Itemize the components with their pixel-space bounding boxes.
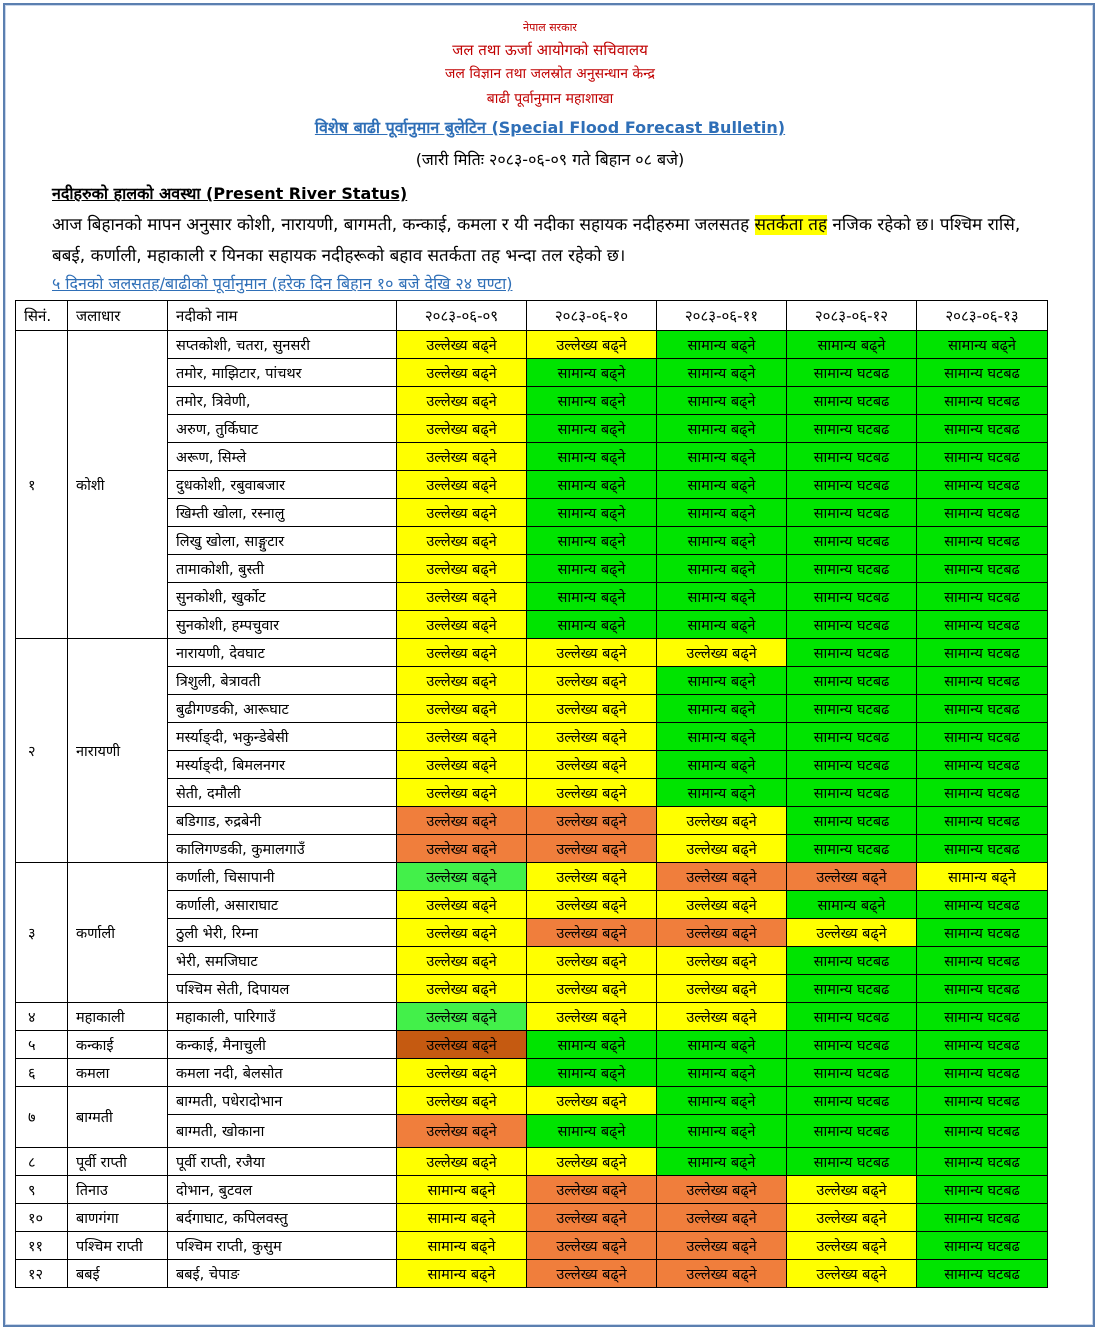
- forecast-cell: सामान्य घटबढ: [917, 555, 1048, 583]
- forecast-cell: उल्लेख्य बढ्ने: [397, 331, 527, 359]
- forecast-cell: सामान्य बढ्ने: [527, 1059, 657, 1087]
- station-name-cell: सप्तकोशी, चतरा, सुनसरी: [168, 331, 397, 359]
- basin-cell: महाकाली: [68, 1003, 168, 1031]
- table-row: [16, 695, 1048, 723]
- forecast-cell: सामान्य घटबढ: [787, 387, 917, 415]
- serial-number-cell: ३: [16, 863, 68, 1003]
- forecast-cell: सामान्य घटबढ: [917, 443, 1048, 471]
- basin-cell: कर्णाली: [68, 863, 168, 1003]
- table-row: [16, 807, 1048, 835]
- table-row: [16, 499, 1048, 527]
- forecast-cell: उल्लेख्य बढ्ने: [397, 1031, 527, 1059]
- serial-number-cell: ६: [16, 1059, 68, 1087]
- serial-number-cell: १२: [16, 1260, 68, 1288]
- forecast-cell: उल्लेख्य बढ्ने: [397, 555, 527, 583]
- forecast-cell: सामान्य बढ्ने: [657, 611, 787, 639]
- forecast-cell: उल्लेख्य बढ्ने: [397, 947, 527, 975]
- status-text-part2: नजिक रहेको छ। पश्चिम रासि, बबई, कर्णाली, महाकाली र यिनका सहायक नदीहरूको बहाव सतर्कता तह भन्दा तल रहेको छ।: [52, 215, 1021, 266]
- branch-title: बाढी पूर्वानुमान महाशाखा: [486, 91, 614, 107]
- forecast-cell: सामान्य घटबढ: [917, 387, 1048, 415]
- forecast-cell: सामान्य घटबढ: [917, 919, 1048, 947]
- forecast-cell: सामान्य घटबढ: [787, 1115, 917, 1148]
- header-day-2: २०८३-०६-१०: [527, 301, 657, 331]
- table-row: [16, 667, 1048, 695]
- serial-number-cell: ८: [16, 1148, 68, 1176]
- forecast-cell: सामान्य घटबढ: [787, 1003, 917, 1031]
- table-row: [16, 1115, 1048, 1148]
- forecast-cell: उल्लेख्य बढ्ने: [397, 667, 527, 695]
- commission-title: जल तथा ऊर्जा आयोगको सचिवालय: [452, 41, 648, 59]
- station-name-cell: कन्काई, मैनाचुली: [168, 1031, 397, 1059]
- forecast-cell: सामान्य घटबढ: [917, 807, 1048, 835]
- station-name-cell: अरुण, तुर्किघाट: [168, 415, 397, 443]
- forecast-cell: उल्लेख्य बढ्ने: [657, 863, 787, 891]
- forecast-cell: सामान्य बढ्ने: [917, 331, 1048, 359]
- forecast-cell: उल्लेख्य बढ्ने: [657, 947, 787, 975]
- present-status-heading: नदीहरुको हालको अवस्था (Present River Status): [52, 184, 408, 203]
- table-row: [16, 1148, 1048, 1176]
- table-row: [16, 1232, 1048, 1260]
- basin-cell: पूर्वी राप्ती: [68, 1148, 168, 1176]
- forecast-cell: उल्लेख्य बढ्ने: [397, 891, 527, 919]
- forecast-cell: उल्लेख्य बढ्ने: [657, 919, 787, 947]
- forecast-cell: उल्लेख्य बढ्ने: [787, 1260, 917, 1288]
- forecast-cell: उल्लेख्य बढ्ने: [787, 863, 917, 891]
- forecast-cell: उल्लेख्य बढ्ने: [397, 443, 527, 471]
- table-row: [16, 863, 1048, 891]
- forecast-cell: उल्लेख्य बढ्ने: [397, 1115, 527, 1148]
- station-name-cell: ठुली भेरी, रिम्ना: [168, 919, 397, 947]
- forecast-cell: सामान्य घटबढ: [787, 1148, 917, 1176]
- forecast-cell: सामान्य घटबढ: [917, 891, 1048, 919]
- forecast-cell: उल्लेख्य बढ्ने: [657, 975, 787, 1003]
- serial-number-cell: ९: [16, 1176, 68, 1204]
- forecast-cell: उल्लेख्य बढ्ने: [657, 639, 787, 667]
- forecast-cell: सामान्य बढ्ने: [527, 443, 657, 471]
- basin-cell: पश्चिम राप्ती: [68, 1232, 168, 1260]
- forecast-cell: सामान्य बढ्ने: [527, 1031, 657, 1059]
- forecast-cell: उल्लेख्य बढ्ने: [397, 695, 527, 723]
- forecast-cell: उल्लेख्य बढ्ने: [527, 1087, 657, 1115]
- centre-title: जल विज्ञान तथा जलस्रोत अनुसन्धान केन्द्र: [445, 66, 655, 82]
- forecast-cell: सामान्य घटबढ: [787, 611, 917, 639]
- table-row: [16, 471, 1048, 499]
- forecast-cell: उल्लेख्य बढ्ने: [397, 835, 527, 863]
- forecast-cell: उल्लेख्य बढ्ने: [527, 695, 657, 723]
- forecast-cell: उल्लेख्य बढ्ने: [657, 1204, 787, 1232]
- table-row: [16, 1003, 1048, 1031]
- forecast-cell: उल्लेख्य बढ्ने: [397, 527, 527, 555]
- station-name-cell: बबई, चेपाङ: [168, 1260, 397, 1288]
- forecast-cell: उल्लेख्य बढ्ने: [527, 835, 657, 863]
- station-name-cell: पश्चिम सेती, दिपायल: [168, 975, 397, 1003]
- header-river-name: नदीको नाम: [168, 301, 397, 331]
- forecast-cell: उल्लेख्य बढ्ने: [787, 919, 917, 947]
- forecast-cell: उल्लेख्य बढ्ने: [397, 919, 527, 947]
- station-name-cell: तमोर, त्रिवेणी,: [168, 387, 397, 415]
- forecast-cell: उल्लेख्य बढ्ने: [527, 1204, 657, 1232]
- forecast-cell: सामान्य घटबढ: [917, 1204, 1048, 1232]
- header-day-5: २०८३-०६-१३: [917, 301, 1048, 331]
- forecast-cell: सामान्य बढ्ने: [657, 1115, 787, 1148]
- forecast-cell: सामान्य घटबढ: [787, 779, 917, 807]
- forecast-cell: सामान्य घटबढ: [787, 835, 917, 863]
- table-row: [16, 387, 1048, 415]
- serial-number-cell: ११: [16, 1232, 68, 1260]
- forecast-cell: सामान्य घटबढ: [917, 1148, 1048, 1176]
- forecast-cell: उल्लेख्य बढ्ने: [527, 891, 657, 919]
- table-header-row: [16, 301, 1048, 331]
- station-name-cell: बाग्मती, पधेरादोभान: [168, 1087, 397, 1115]
- station-name-cell: दोभान, बुटवल: [168, 1176, 397, 1204]
- govt-label: नेपाल सरकार: [523, 21, 577, 34]
- basin-cell: बबई: [68, 1260, 168, 1288]
- forecast-cell: उल्लेख्य बढ्ने: [657, 807, 787, 835]
- forecast-cell: सामान्य घटबढ: [917, 1115, 1048, 1148]
- forecast-cell: उल्लेख्य बढ्ने: [397, 975, 527, 1003]
- forecast-cell: सामान्य बढ्ने: [397, 1232, 527, 1260]
- station-name-cell: तामाकोशी, बुस्ती: [168, 555, 397, 583]
- forecast-cell: उल्लेख्य बढ्ने: [397, 415, 527, 443]
- forecast-cell: सामान्य घटबढ: [917, 947, 1048, 975]
- station-name-cell: पूर्वी राप्ती, रजैया: [168, 1148, 397, 1176]
- forecast-cell: सामान्य बढ्ने: [527, 415, 657, 443]
- station-name-cell: कर्णाली, चिसापानी: [168, 863, 397, 891]
- station-name-cell: बडिगाड, रुद्रबेनी: [168, 807, 397, 835]
- issue-date: (जारी मितिः २०८३-०६-०९ गते बिहान ०८ बजे): [415, 150, 685, 169]
- forecast-cell: सामान्य बढ्ने: [657, 359, 787, 387]
- forecast-cell: सामान्य घटबढ: [917, 415, 1048, 443]
- forecast-cell: सामान्य बढ्ने: [397, 1260, 527, 1288]
- forecast-cell: सामान्य घटबढ: [917, 1232, 1048, 1260]
- forecast-cell: सामान्य घटबढ: [787, 639, 917, 667]
- station-name-cell: बर्दगाघाट, कपिलवस्तु: [168, 1204, 397, 1232]
- forecast-cell: सामान्य बढ्ने: [657, 387, 787, 415]
- forecast-cell: सामान्य घटबढ: [917, 835, 1048, 863]
- table-row: [16, 751, 1048, 779]
- forecast-cell: सामान्य घटबढ: [917, 695, 1048, 723]
- forecast-cell: उल्लेख्य बढ्ने: [527, 331, 657, 359]
- forecast-cell: सामान्य घटबढ: [917, 975, 1048, 1003]
- forecast-table-body: [16, 331, 1048, 1288]
- forecast-cell: उल्लेख्य बढ्ने: [787, 1204, 917, 1232]
- forecast-cell: उल्लेख्य बढ्ने: [527, 1232, 657, 1260]
- forecast-cell: सामान्य बढ्ने: [657, 443, 787, 471]
- station-name-cell: अरूण, सिम्ले: [168, 443, 397, 471]
- forecast-cell: सामान्य घटबढ: [917, 1087, 1048, 1115]
- forecast-cell: सामान्य बढ्ने: [657, 583, 787, 611]
- forecast-cell: सामान्य बढ्ने: [527, 527, 657, 555]
- table-row: [16, 947, 1048, 975]
- forecast-cell: सामान्य बढ्ने: [657, 415, 787, 443]
- forecast-cell: उल्लेख्य बढ्ने: [397, 723, 527, 751]
- station-name-cell: नारायणी, देवघाट: [168, 639, 397, 667]
- forecast-cell: सामान्य बढ्ने: [527, 555, 657, 583]
- forecast-cell: सामान्य घटबढ: [787, 695, 917, 723]
- header-day-3: २०८३-०६-११: [657, 301, 787, 331]
- station-name-cell: सुनकोशी, खुर्कोट: [168, 583, 397, 611]
- serial-number-cell: ४: [16, 1003, 68, 1031]
- forecast-cell: सामान्य घटबढ: [787, 499, 917, 527]
- table-row: [16, 1031, 1048, 1059]
- forecast-cell: सामान्य बढ्ने: [657, 499, 787, 527]
- forecast-cell: सामान्य घटबढ: [787, 723, 917, 751]
- forecast-cell: उल्लेख्य बढ्ने: [397, 1003, 527, 1031]
- forecast-cell: सामान्य घटबढ: [787, 975, 917, 1003]
- forecast-cell: सामान्य घटबढ: [787, 555, 917, 583]
- basin-cell: बाणगंगा: [68, 1204, 168, 1232]
- forecast-cell: सामान्य घटबढ: [787, 667, 917, 695]
- station-name-cell: कर्णाली, असाराघाट: [168, 891, 397, 919]
- forecast-cell: उल्लेख्य बढ्ने: [657, 1176, 787, 1204]
- basin-cell: नारायणी: [68, 639, 168, 863]
- forecast-cell: सामान्य बढ्ने: [527, 359, 657, 387]
- station-name-cell: तमोर, माझिटार, पांचथर: [168, 359, 397, 387]
- forecast-cell: उल्लेख्य बढ्ने: [527, 807, 657, 835]
- forecast-cell: सामान्य घटबढ: [917, 1260, 1048, 1288]
- station-name-cell: कालिगण्डकी, कुमालगाउँ: [168, 835, 397, 863]
- forecast-cell: सामान्य घटबढ: [917, 667, 1048, 695]
- station-name-cell: सुनकोशी, हम्पचुवार: [168, 611, 397, 639]
- table-row: [16, 835, 1048, 863]
- forecast-cell: उल्लेख्य बढ्ने: [397, 583, 527, 611]
- station-name-cell: खिम्ती खोला, रस्नालु: [168, 499, 397, 527]
- forecast-cell: सामान्य बढ्ने: [657, 331, 787, 359]
- forecast-cell: उल्लेख्य बढ्ने: [527, 1260, 657, 1288]
- forecast-cell: सामान्य बढ्ने: [657, 1031, 787, 1059]
- forecast-cell: सामान्य बढ्ने: [657, 471, 787, 499]
- forecast-cell: सामान्य घटबढ: [787, 359, 917, 387]
- station-name-cell: मर्स्याङ्दी, बिमलनगर: [168, 751, 397, 779]
- forecast-cell: सामान्य बढ्ने: [657, 1087, 787, 1115]
- forecast-cell: उल्लेख्य बढ्ने: [397, 611, 527, 639]
- forecast-cell: सामान्य घटबढ: [787, 1059, 917, 1087]
- forecast-cell: सामान्य बढ्ने: [527, 1115, 657, 1148]
- serial-number-cell: ५: [16, 1031, 68, 1059]
- table-row: [16, 891, 1048, 919]
- station-name-cell: पश्चिम राप्ती, कुसुम: [168, 1232, 397, 1260]
- table-row: [16, 1176, 1048, 1204]
- forecast-cell: सामान्य घटबढ: [917, 499, 1048, 527]
- forecast-cell: सामान्य बढ्ने: [657, 1148, 787, 1176]
- forecast-cell: उल्लेख्य बढ्ने: [527, 751, 657, 779]
- forecast-cell: सामान्य घटबढ: [787, 1087, 917, 1115]
- forecast-cell: उल्लेख्य बढ्ने: [657, 1232, 787, 1260]
- basin-cell: कोशी: [68, 331, 168, 639]
- forecast-cell: सामान्य घटबढ: [787, 947, 917, 975]
- forecast-cell: सामान्य बढ्ने: [527, 499, 657, 527]
- forecast-cell: उल्लेख्य बढ्ने: [657, 1003, 787, 1031]
- forecast-cell: उल्लेख्य बढ्ने: [397, 499, 527, 527]
- table-row: [16, 1059, 1048, 1087]
- forecast-cell: सामान्य बढ्ने: [527, 471, 657, 499]
- forecast-cell: सामान्य घटबढ: [917, 583, 1048, 611]
- forecast-cell: सामान्य घटबढ: [787, 751, 917, 779]
- table-row: [16, 583, 1048, 611]
- forecast-cell: उल्लेख्य बढ्ने: [657, 1260, 787, 1288]
- station-name-cell: त्रिशुली, बेत्रावती: [168, 667, 397, 695]
- forecast-cell: सामान्य घटबढ: [787, 527, 917, 555]
- forecast-cell: उल्लेख्य बढ्ने: [527, 667, 657, 695]
- basin-cell: बाग्मती: [68, 1087, 168, 1148]
- forecast-cell: सामान्य बढ्ने: [657, 1059, 787, 1087]
- table-row: [16, 331, 1048, 359]
- table-row: [16, 1260, 1048, 1288]
- forecast-cell: सामान्य घटबढ: [917, 471, 1048, 499]
- forecast-cell: उल्लेख्य बढ्ने: [397, 387, 527, 415]
- table-row: [16, 527, 1048, 555]
- forecast-cell: उल्लेख्य बढ्ने: [527, 639, 657, 667]
- forecast-cell: सामान्य बढ्ने: [657, 723, 787, 751]
- forecast-cell: उल्लेख्य बढ्ने: [527, 779, 657, 807]
- forecast-cell: उल्लेख्य बढ्ने: [397, 639, 527, 667]
- forecast-cell: उल्लेख्य बढ्ने: [397, 1059, 527, 1087]
- table-row: [16, 1204, 1048, 1232]
- forecast-cell: सामान्य घटबढ: [917, 1176, 1048, 1204]
- serial-number-cell: ७: [16, 1087, 68, 1148]
- station-name-cell: मर्स्याङ्दी, भकुन्डेबेसी: [168, 723, 397, 751]
- forecast-cell: सामान्य बढ्ने: [527, 583, 657, 611]
- forecast-cell: उल्लेख्य बढ्ने: [787, 1176, 917, 1204]
- forecast-cell: सामान्य बढ्ने: [657, 555, 787, 583]
- header-day-1: २०८३-०६-०९: [397, 301, 527, 331]
- forecast-cell: उल्लेख्य बढ्ने: [787, 1232, 917, 1260]
- forecast-cell: सामान्य घटबढ: [917, 723, 1048, 751]
- forecast-cell: सामान्य बढ्ने: [397, 1204, 527, 1232]
- forecast-cell: सामान्य घटबढ: [917, 359, 1048, 387]
- forecast-cell: सामान्य घटबढ: [917, 1003, 1048, 1031]
- alert-level-highlight: सतर्कता तह: [754, 215, 827, 235]
- bulletin-title: विशेष बाढी पूर्वानुमान बुलेटिन (Special Flood Forecast Bulletin): [314, 118, 786, 137]
- table-row: [16, 975, 1048, 1003]
- forecast-cell: सामान्य बढ्ने: [657, 527, 787, 555]
- forecast-cell: उल्लेख्य बढ्ने: [527, 947, 657, 975]
- table-row: [16, 1087, 1048, 1115]
- header-day-4: २०८३-०६-१२: [787, 301, 917, 331]
- table-row: [16, 611, 1048, 639]
- table-row: [16, 359, 1048, 387]
- basin-cell: कन्काई: [68, 1031, 168, 1059]
- forecast-cell: सामान्य घटबढ: [917, 611, 1048, 639]
- forecast-cell: सामान्य बढ्ने: [397, 1176, 527, 1204]
- table-row: [16, 779, 1048, 807]
- header-sn: सिनं.: [16, 301, 68, 331]
- forecast-cell: उल्लेख्य बढ्ने: [397, 359, 527, 387]
- forecast-cell: उल्लेख्य बढ्ने: [397, 863, 527, 891]
- forecast-cell: उल्लेख्य बढ्ने: [657, 891, 787, 919]
- forecast-cell: उल्लेख्य बढ्ने: [527, 723, 657, 751]
- table-row: [16, 919, 1048, 947]
- forecast-cell: सामान्य घटबढ: [787, 415, 917, 443]
- forecast-cell: सामान्य बढ्ने: [657, 779, 787, 807]
- forecast-cell: सामान्य घटबढ: [787, 443, 917, 471]
- forecast-cell: सामान्य घटबढ: [917, 1031, 1048, 1059]
- forecast-cell: सामान्य घटबढ: [917, 527, 1048, 555]
- forecast-cell: उल्लेख्य बढ्ने: [397, 807, 527, 835]
- forecast-cell: सामान्य बढ्ने: [657, 751, 787, 779]
- basin-cell: तिनाउ: [68, 1176, 168, 1204]
- serial-number-cell: १०: [16, 1204, 68, 1232]
- present-status-text: [52, 210, 1052, 272]
- forecast-cell: उल्लेख्य बढ्ने: [527, 1003, 657, 1031]
- table-row: [16, 443, 1048, 471]
- forecast-cell: सामान्य घटबढ: [787, 583, 917, 611]
- table-row: [16, 639, 1048, 667]
- forecast-cell: सामान्य घटबढ: [787, 1031, 917, 1059]
- forecast-cell: सामान्य बढ्ने: [527, 611, 657, 639]
- station-name-cell: बाग्मती, खोकाना: [168, 1115, 397, 1148]
- table-row: [16, 723, 1048, 751]
- forecast-heading: ५ दिनको जलसतह/बाढीको पूर्वानुमान (हरेक दिन बिहान १० बजे देखि २४ घण्टा): [52, 274, 513, 293]
- forecast-cell: सामान्य बढ्ने: [527, 387, 657, 415]
- station-name-cell: दुधकोशी, रबुवाबजार: [168, 471, 397, 499]
- forecast-cell: सामान्य घटबढ: [787, 471, 917, 499]
- table-row: [16, 415, 1048, 443]
- forecast-cell: सामान्य बढ्ने: [787, 891, 917, 919]
- status-text-part1: आज बिहानको मापन अनुसार कोशी, नारायणी, बागमती, कन्काई, कमला र यी नदीका सहायक नदीहरुमा जलसतह: [52, 215, 755, 235]
- forecast-cell: उल्लेख्य बढ्ने: [527, 975, 657, 1003]
- serial-number-cell: २: [16, 639, 68, 863]
- station-name-cell: भेरी, समजिघाट: [168, 947, 397, 975]
- forecast-cell: सामान्य घटबढ: [787, 807, 917, 835]
- forecast-cell: उल्लेख्य बढ्ने: [527, 919, 657, 947]
- forecast-cell: सामान्य बढ्ने: [917, 863, 1048, 891]
- forecast-cell: सामान्य घटबढ: [917, 751, 1048, 779]
- forecast-cell: उल्लेख्य बढ्ने: [657, 835, 787, 863]
- station-name-cell: सेती, दमौली: [168, 779, 397, 807]
- station-name-cell: लिखु खोला, साङ्गुटार: [168, 527, 397, 555]
- forecast-cell: उल्लेख्य बढ्ने: [397, 471, 527, 499]
- forecast-cell: सामान्य बढ्ने: [657, 695, 787, 723]
- forecast-cell: सामान्य घटबढ: [917, 1059, 1048, 1087]
- forecast-cell: उल्लेख्य बढ्ने: [527, 863, 657, 891]
- forecast-cell: सामान्य बढ्ने: [657, 667, 787, 695]
- forecast-cell: उल्लेख्य बढ्ने: [527, 1176, 657, 1204]
- station-name-cell: महाकाली, पारिगाउँ: [168, 1003, 397, 1031]
- serial-number-cell: १: [16, 331, 68, 639]
- table-row: [16, 555, 1048, 583]
- forecast-cell: उल्लेख्य बढ्ने: [397, 779, 527, 807]
- forecast-table: [15, 300, 1048, 1288]
- forecast-cell: सामान्य घटबढ: [917, 639, 1048, 667]
- forecast-cell: उल्लेख्य बढ्ने: [527, 1148, 657, 1176]
- forecast-cell: उल्लेख्य बढ्ने: [397, 751, 527, 779]
- header-basin: जलाधार: [68, 301, 168, 331]
- forecast-cell: सामान्य घटबढ: [917, 779, 1048, 807]
- forecast-cell: सामान्य बढ्ने: [787, 331, 917, 359]
- forecast-cell: उल्लेख्य बढ्ने: [397, 1148, 527, 1176]
- forecast-cell: उल्लेख्य बढ्ने: [397, 1087, 527, 1115]
- basin-cell: कमला: [68, 1059, 168, 1087]
- station-name-cell: बुढीगण्डकी, आरूघाट: [168, 695, 397, 723]
- station-name-cell: कमला नदी, बेलसोत: [168, 1059, 397, 1087]
